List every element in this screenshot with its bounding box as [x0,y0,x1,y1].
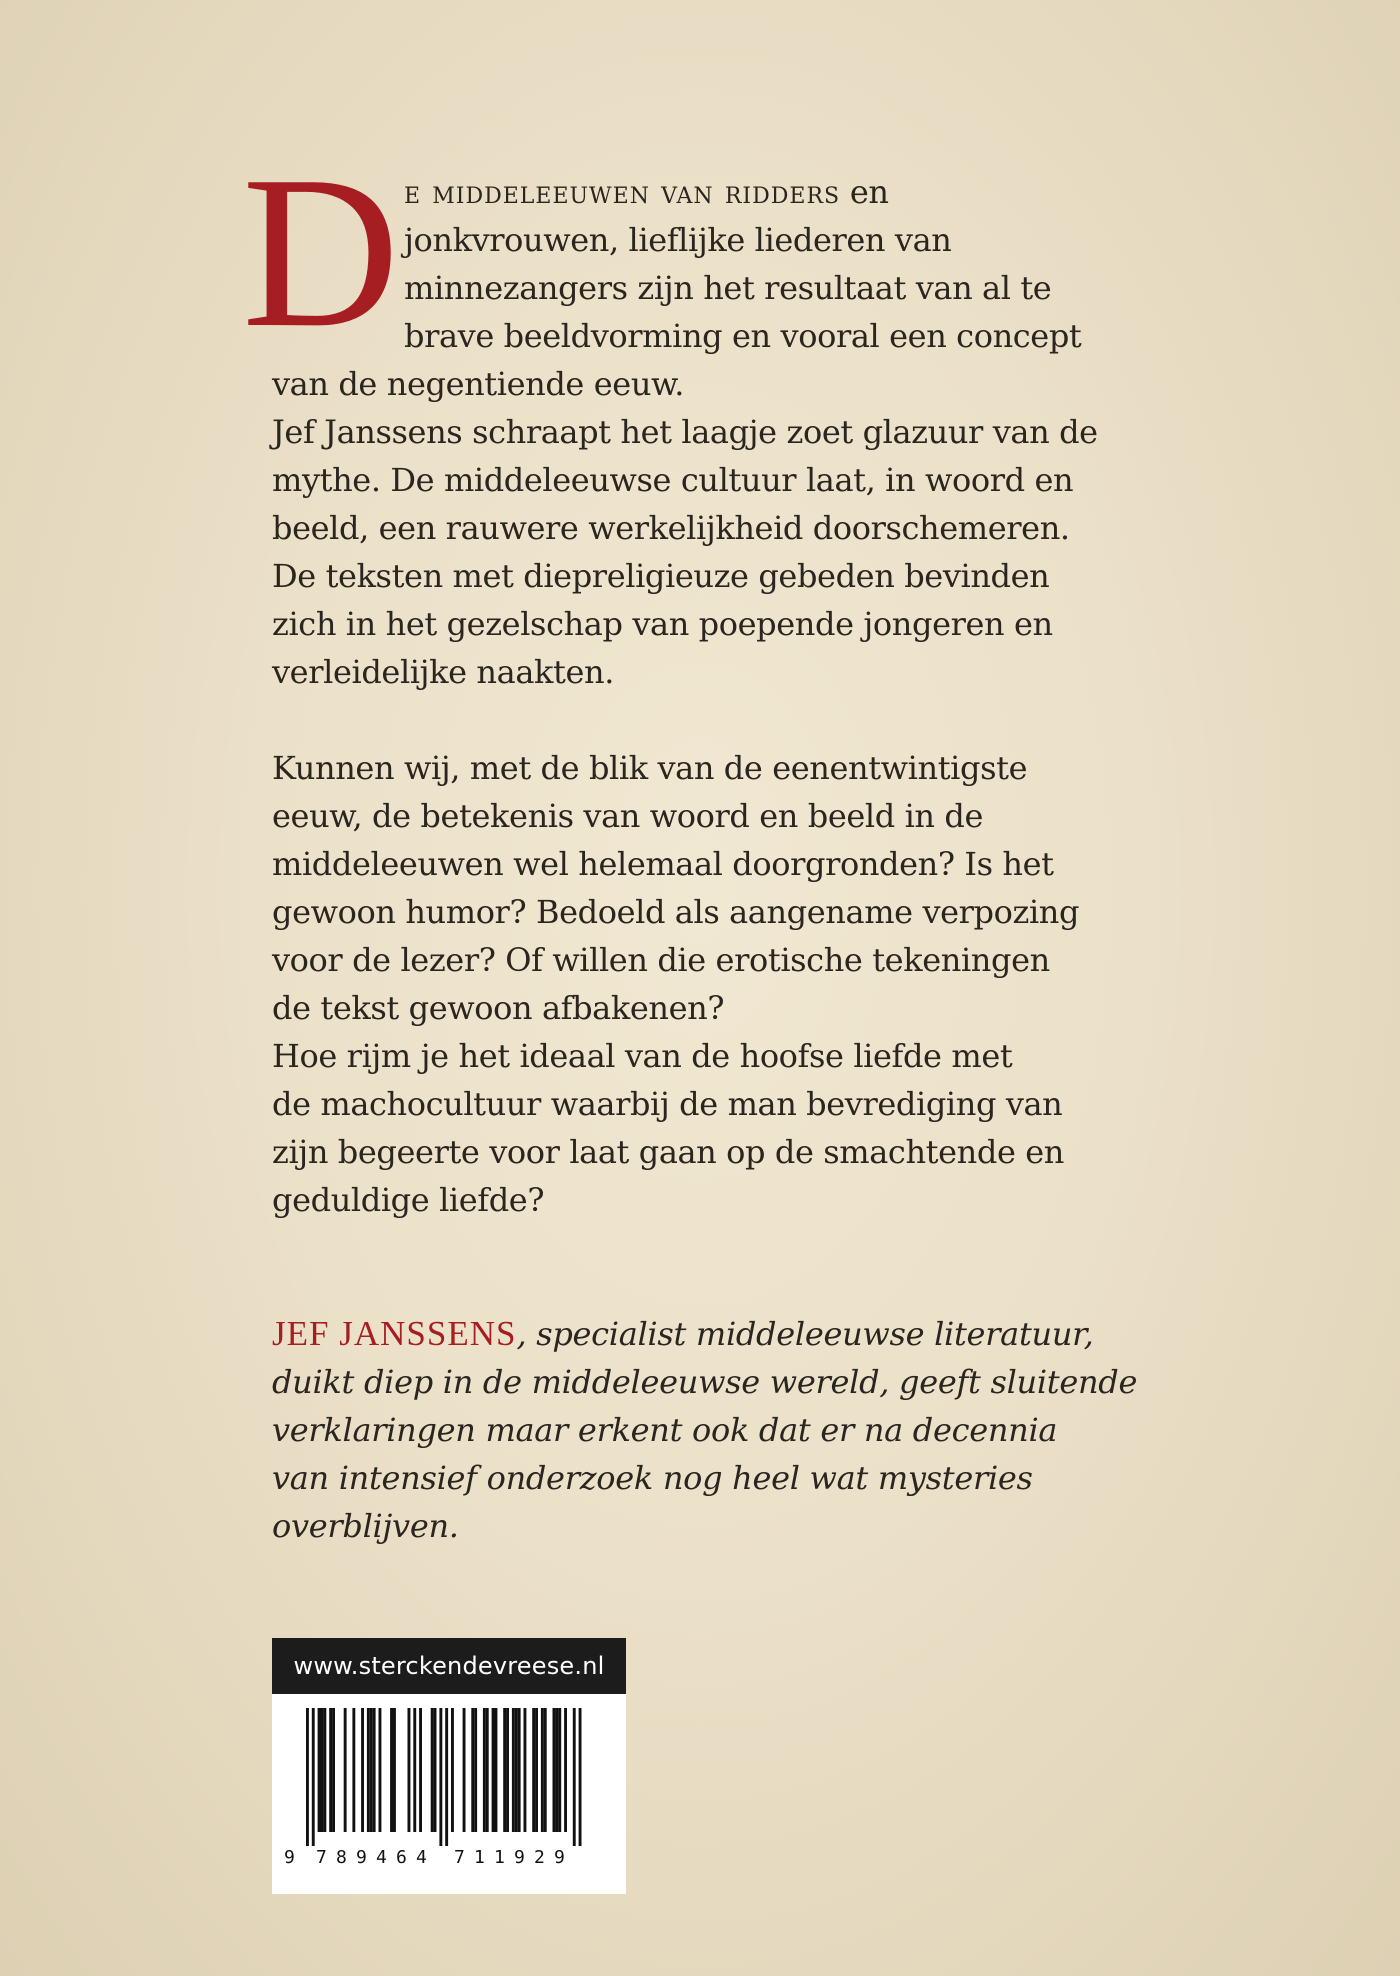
barcode-bar [390,1708,393,1832]
questions-line: de machocultuur waarbij de man bevrediging van [272,1085,1063,1123]
barcode-bar [474,1708,477,1832]
barcode-bar [553,1708,556,1832]
barcode-bar [558,1708,561,1832]
barcode-bar [434,1708,437,1832]
author-bio-line: van intensief onderzoek nog heel wat mysteries [272,1459,1033,1497]
barcode-bar [544,1708,547,1832]
barcode-bar [503,1708,506,1832]
barcode-bar [486,1708,489,1832]
questions-line: voor de lezer? Of willen die erotische tekeningen [272,941,1050,979]
barcode-bar [321,1708,324,1832]
author-bio [272,1310,1138,1550]
barcode-bar [535,1708,538,1832]
author-bio-line [272,1310,1132,1358]
barcode-bar [483,1708,486,1832]
intro-line: Jef Janssens schraapt het laagje zoet glazuur van de [272,413,1098,451]
intro-line: van de negentiende eeuw. [272,365,684,403]
questions-line: Hoe rijm je het ideaal van de hoofse liefde met [272,1037,1013,1075]
questions-line: geduldige liefde? [272,1181,545,1219]
author-bio-line: verklaringen maar erkent ook dat er na decennia [272,1411,1058,1449]
barcode-bar [419,1708,422,1832]
barcode-bar [451,1708,454,1832]
barcode-bar [524,1708,527,1832]
barcode-digit: 9 [554,1847,565,1868]
intro-line: beeld, een rauwere werkelijkheid doorschemeren. [272,509,1070,547]
barcode-bar [532,1708,535,1832]
questions-paragraph [272,744,1112,1224]
barcode-bar [352,1708,355,1832]
barcode-bar [439,1708,442,1846]
barcode-bar [471,1708,474,1832]
paragraph-gap [272,696,1112,744]
intro-line: minnezangers zijn het resultaat van al te [404,269,1052,307]
barcode-bar [555,1708,558,1832]
barcode-digit: 8 [336,1847,347,1868]
barcode-bar [492,1708,495,1832]
questions-line: gewoon humor? Bedoeld als aangename verpozing [272,893,1080,931]
barcode-digit: 1 [474,1847,485,1868]
barcode-bar [361,1708,364,1832]
barcode-digit: 2 [534,1847,545,1868]
intro-line: brave beeldvorming en vooral een concept [404,317,1082,355]
barcode-bar [367,1708,370,1832]
intro-line: De teksten met diepreligieuze gebeden bevinden [272,557,1050,595]
intro-paragraph-continuation [272,360,1112,696]
barcode-digit: 1 [494,1847,505,1868]
barcode-bar [541,1708,544,1832]
barcode-bar [463,1708,466,1832]
barcode-digit: 4 [416,1847,427,1868]
barcode-bar [515,1708,518,1832]
intro-line [404,168,1112,216]
barcode-digit: 9 [514,1847,525,1868]
author-bio-line: overblijven. [272,1507,459,1545]
barcode-bar [564,1708,567,1832]
barcode-bar [431,1708,434,1832]
barcode-bar [373,1708,376,1832]
barcode-digit: 9 [356,1847,367,1868]
barcode-bar [312,1708,315,1846]
intro-line: jonkvrouwen, lieflijke liederen van [404,221,952,259]
author-bio-line-rest: , specialist middeleeuwse literatuur, [516,1315,1094,1353]
intro-line: verleidelijke naakten. [272,653,614,691]
barcode-digit: 4 [376,1847,387,1868]
questions-line: Kunnen wij, met de blik van de eenentwintigste [272,749,1028,787]
blurb-text [242,132,1112,1224]
author-bio-line: duikt diep in de middeleeuwse wereld, geeft sluitende [272,1363,1138,1401]
barcode-bar [323,1708,326,1832]
barcode-bar [518,1708,521,1832]
barcode-digit: 9 [284,1847,295,1868]
barcode-bar [318,1708,321,1832]
barcode-bar [445,1708,448,1846]
barcode-bar [370,1708,373,1832]
barcode-bar [344,1708,347,1832]
drop-cap: D [242,132,400,373]
barcode-bar [329,1708,332,1832]
questions-line: de tekst gewoon afbakenen? [272,989,725,1027]
barcode-bar [408,1708,411,1832]
intro-line-rest: en [840,173,889,211]
barcode-digit: 7 [316,1847,327,1868]
barcode-bar [393,1708,396,1832]
barcode-digit: 7 [454,1847,465,1868]
questions-line: middeleeuwen wel helemaal doorgronden? Is het [272,845,1054,883]
barcode-bar [573,1708,576,1846]
barcode-bar [332,1708,335,1832]
publisher-url[interactable]: www.sterckendevreese.nl [272,1638,626,1694]
author-name: JEF JANSSENS [272,1314,517,1353]
barcode-bar [379,1708,382,1832]
barcode-bar [306,1708,309,1846]
barcode-bar [413,1708,416,1832]
intro-line: mythe. De middeleeuwse cultuur laat, in woord en [272,461,1074,499]
barcode-bar [495,1708,498,1832]
questions-line: zijn begeerte voor laat gaan op de smachtende en [272,1133,1065,1171]
barcode [272,1694,626,1894]
intro-line: zich in het gezelschap van poepende jongeren en [272,605,1053,643]
barcode-bar [512,1708,515,1832]
barcode-bars [306,1708,596,1848]
barcode-bar [506,1708,509,1832]
questions-line: eeuw, de betekenis van woord en beeld in de [272,797,984,835]
barcode-digit: 6 [396,1847,407,1868]
intro-smallcaps: e middeleeuwen van ridders [404,173,841,211]
barcode-panel [272,1638,626,1894]
barcode-bar [579,1708,582,1846]
